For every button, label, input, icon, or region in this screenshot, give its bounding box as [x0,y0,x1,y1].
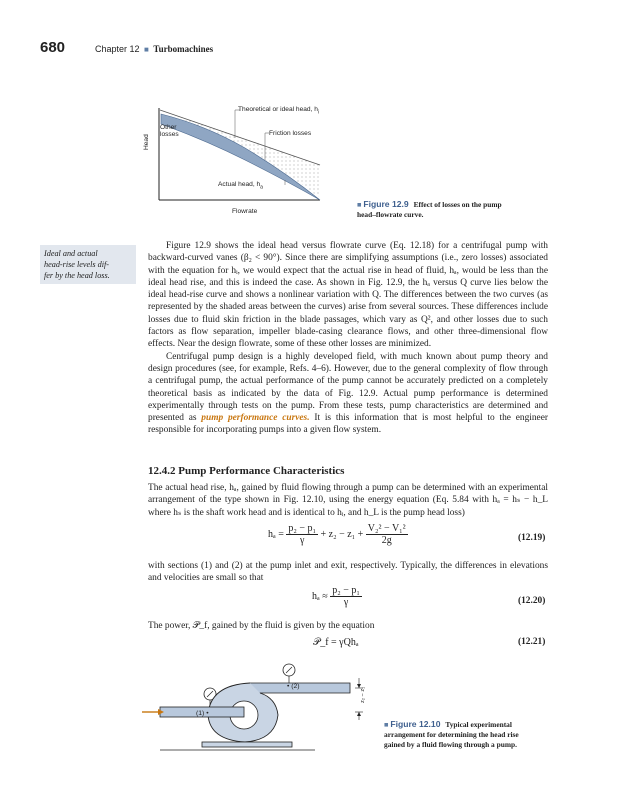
square-bullet-icon: ■ [357,200,362,209]
equation-12-19: hₐ = $\frac{\text{p₂ − p₁}}{\gamma}$ + z₂ − z₁ + $\frac{\text{V₂² − V₁²}}{2g}$ [268,523,406,546]
square-bullet-icon: ■ [384,720,389,729]
actual-head-label: Actual head, $h_a$ [218,181,263,191]
section-2-label: • (2) [287,683,300,690]
pump-base [202,742,292,747]
margin-note: Ideal and actual head-rise levels dif- fer by the head loss. [40,245,136,284]
figure-12-9-caption: ■ Figure 12.9 Effect of losses on the pump head–flowrate curve. [357,199,502,219]
section-heading: 12.4.2 Pump Performance Characteristics [148,465,345,477]
chapter-label: Chapter 12 [95,44,140,54]
figure-12-10-pump-diagram [140,660,390,755]
page-number: 680 [40,39,66,56]
running-header [95,44,213,54]
chapter-title: Turbomachines [153,44,214,54]
paragraph-5: The power, 𝒫_f, gained by the fluid is given by the equation [148,621,375,631]
section-1-label: (1) • [196,710,209,717]
figure-12-9-plot [145,100,375,220]
body-paragraphs [148,240,548,437]
equation-12-21: 𝒫_f = γQhₐ [313,637,359,648]
equation-number: (12.19) [518,533,546,543]
paragraph-2: Centrifugal pump design is a highly developed field, with much known about pump theory and design procedures (see, for example, Refs. 4–6). However, due to the general complexity of flow through a centrifugal pump, the actual performance of the pump cannot be accurately predicted on a completely theoretical basis as indicated by the data of Fig. 12.9. Actual pump performance is determined experimentally through tests on the pump. From these tests, pump characteristics are determined and presented as pump performance curves. It is this information that is most helpful to the engineer responsible for incorporating pumps into a given flow system. [148,351,549,436]
ideal-head-label: Theoretical or ideal head, $h_i$ [238,106,320,116]
paragraph-4: with sections (1) and (2) at the pump inlet and exit, respectively. Typically, the differences in elevations and velocities are small so that [148,561,548,584]
paragraph-3: The actual head rise, hₐ, gained by fluid flowing through a pump can be determined with an experimental arrangement of the type shown in Fig. 12.10, using the energy equation (Eq. 5.84 with hₐ = hₛ − h_L where hₛ is the shaft work head and is identical to hᵢ, and h_L is the pump head loss) [148,483,548,518]
equation-number: (12.21) [518,637,546,647]
friction-losses-label: Friction losses [269,130,312,137]
outlet-pipe [250,683,350,693]
equation-number: (12.20) [518,596,546,606]
other-losses-label: Other losses [160,124,179,138]
key-term: pump performance curves. [201,413,310,424]
figure-12-10-caption: ■ Figure 12.10 Typical experimental arrangement for determining the head rise gained by a fluid flowing through a pump. [384,719,519,749]
paragraph-1: Figure 12.9 shows the ideal head versus flowrate curve (Eq. 12.18) for a centrifugal pump with backward-curved vanes (β₂ < 90°). Since there are simplifying assumptions (i.e., zero losses) associated with the equation for hᵢ, we would expect that the actual rise in head of fluid, hₐ, would be less than the ideal head rise, and this is indeed the case. As shown in Fig. 12.9, the hₐ versus Q curve lies below the ideal head-rise curve and shows a nonlinear variation with Q. The differences between the two curves (as represented by the shaded areas between the curves) arise from several sources. These differences include losses due to fluid skin friction in the blade passages, which vary as Q², and other losses due to such factors as flow separation, impeller blade-casing clearance flows, and other three-dimensional flow effects. Near the design flowrate, some of these other losses are minimized. [148,241,548,350]
x-axis-label: Flowrate [232,208,258,215]
elevation-difference-label: z₂ − z₁ [360,686,366,703]
y-axis-label: Head [143,134,150,150]
square-bullet-icon: ■ [144,45,149,54]
equation-12-20: hₐ ≈ $\frac{\text{p₂ − p₁}}{\gamma}$ [312,585,360,608]
